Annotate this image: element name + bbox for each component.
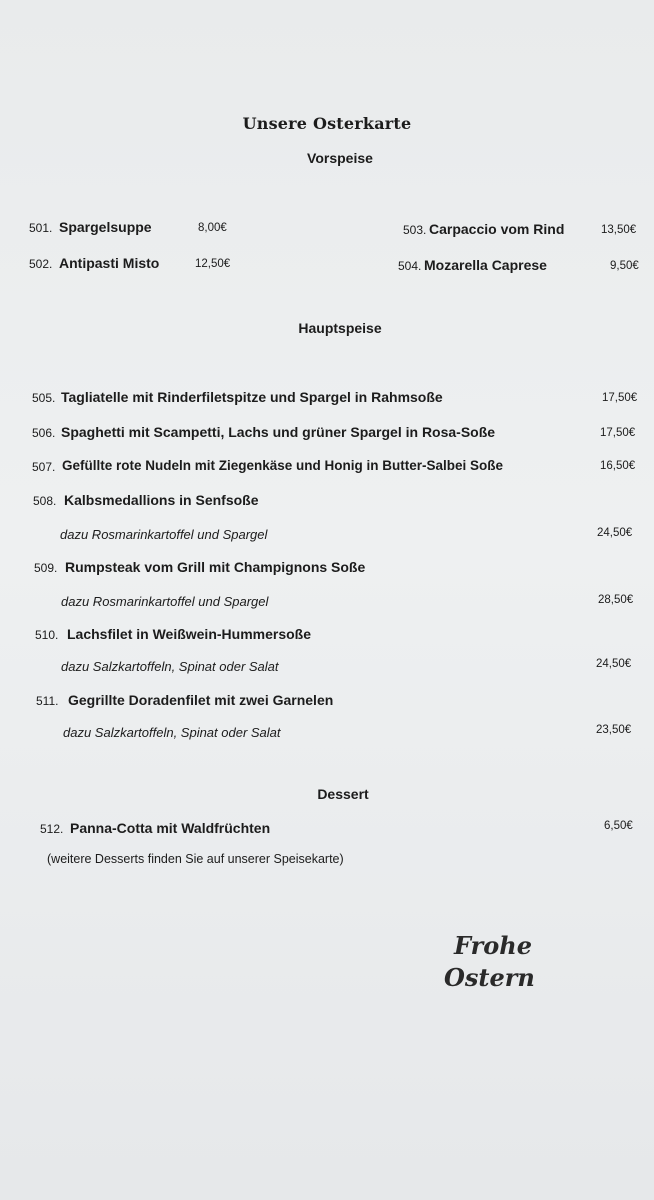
item-price: 6,50€ <box>604 820 633 832</box>
item-name: Panna-Cotta mit Waldfrüchten <box>70 820 271 836</box>
section-heading-dessert: Dessert <box>317 786 369 802</box>
item-price: 9,50€ <box>610 260 639 272</box>
item-number: 504. <box>398 259 422 273</box>
item-number: 512. <box>40 822 64 836</box>
item-number: 506. <box>32 426 56 440</box>
item-price: 17,50€ <box>600 427 636 439</box>
item-name: Antipasti Misto <box>59 255 160 271</box>
section-heading-vorspeise: Vorspeise <box>307 150 373 166</box>
item-name: Gegrillte Doradenfilet mit zwei Garnelen <box>68 692 334 708</box>
item-number: 510. <box>35 628 59 642</box>
item-name: Lachsfilet in Weißwein-Hummersoße <box>67 626 312 642</box>
greeting-line: Ostern <box>444 963 535 992</box>
item-name: Rumpsteak vom Grill mit Champignons Soße <box>65 559 366 575</box>
item-side-dish: dazu Rosmarinkartoffel und Spargel <box>60 527 268 542</box>
item-name: Tagliatelle mit Rinderfiletspitze und Spargel in Rahmsoße <box>61 389 443 405</box>
item-number: 511. <box>36 694 59 708</box>
item-price: 16,50€ <box>600 460 636 472</box>
item-side-dish: dazu Rosmarinkartoffel und Spargel <box>61 594 269 609</box>
item-price: 12,50€ <box>195 258 231 270</box>
menu-title: Unsere Osterkarte <box>242 114 412 133</box>
item-number: 502. <box>29 257 53 271</box>
item-price: 23,50€ <box>596 724 632 736</box>
item-name: Spargelsuppe <box>59 219 152 235</box>
item-number: 507. <box>32 460 56 474</box>
item-number: 501. <box>29 221 53 235</box>
item-price: 28,50€ <box>598 594 634 606</box>
item-number: 508. <box>33 494 57 508</box>
item-name: Spaghetti mit Scampetti, Lachs und grüner Spargel in Rosa-Soße <box>61 424 496 440</box>
item-side-dish: dazu Salzkartoffeln, Spinat oder Salat <box>61 659 279 674</box>
item-price: 8,00€ <box>198 222 227 234</box>
greeting-line: Frohe <box>454 931 532 960</box>
item-price: 24,50€ <box>597 527 633 539</box>
item-number: 509. <box>34 561 58 575</box>
item-name: Mozarella Caprese <box>424 257 547 273</box>
section-heading-hauptspeise: Hauptspeise <box>298 320 382 336</box>
item-price: 13,50€ <box>601 224 637 236</box>
item-side-dish: dazu Salzkartoffeln, Spinat oder Salat <box>63 725 281 740</box>
item-number: 505. <box>32 391 56 405</box>
item-number: 503. <box>403 223 427 237</box>
item-name: Gefüllte rote Nudeln mit Ziegenkäse und Honig in Butter-Salbei Soße <box>62 458 504 473</box>
item-price: 17,50€ <box>602 392 638 404</box>
item-name: Carpaccio vom Rind <box>429 221 565 237</box>
item-name: Kalbsmedallions in Senfsoße <box>64 492 259 508</box>
easter-greeting <box>444 930 554 994</box>
dessert-note: (weitere Desserts finden Sie auf unserer Speisekarte) <box>47 852 344 866</box>
item-price: 24,50€ <box>596 658 632 670</box>
